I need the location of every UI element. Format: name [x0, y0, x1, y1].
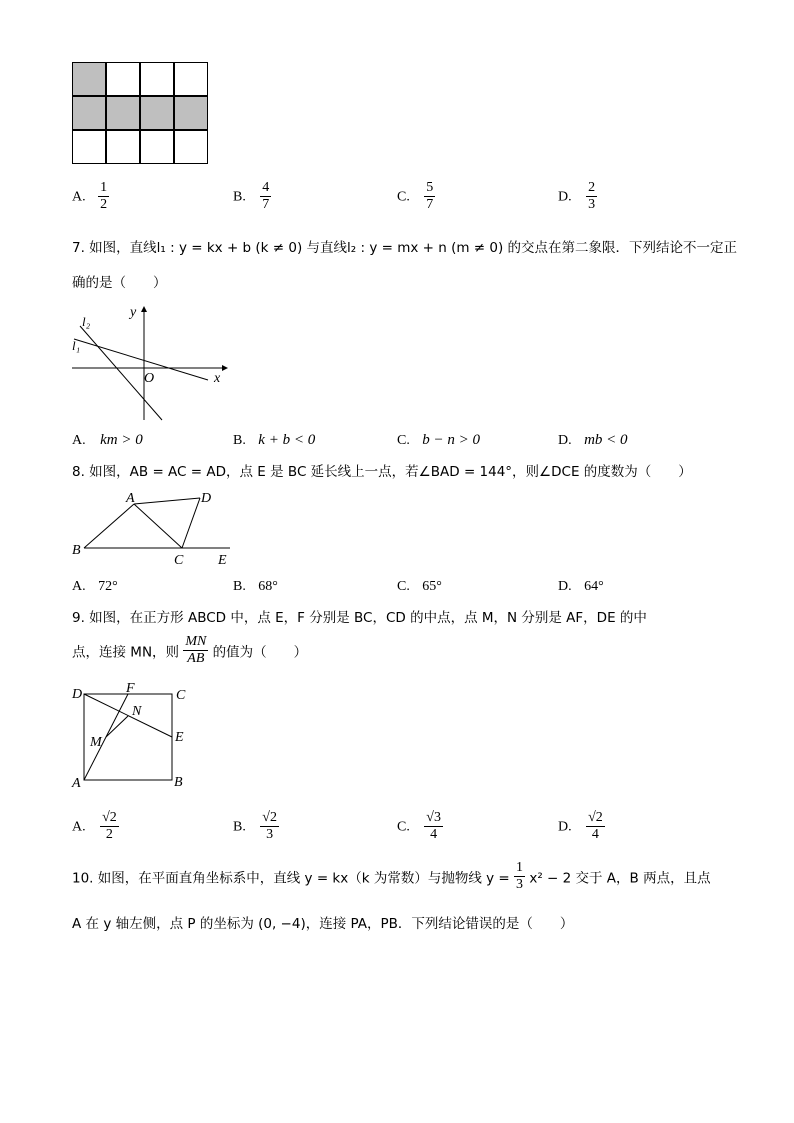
label-D: D	[72, 687, 83, 702]
q9-line2-pre: 点，连接 MN，则	[72, 644, 180, 661]
option-letter: C.	[397, 189, 410, 205]
segment-AC	[134, 504, 182, 548]
option-fraction: $\frac{1}{2}$	[100, 180, 108, 212]
option-letter: B.	[233, 819, 246, 835]
segment-MN	[106, 716, 128, 737]
option-letter: C.	[397, 579, 410, 594]
grid-cell	[140, 130, 174, 164]
option-letter: C.	[397, 433, 410, 448]
label-A: A	[126, 491, 135, 506]
option-letter: B.	[233, 579, 246, 594]
q7-option-c[interactable]	[397, 430, 480, 451]
segment-DE	[84, 694, 172, 737]
option-letter: D.	[558, 189, 572, 205]
option-letter: B.	[233, 189, 246, 205]
q9-figure	[66, 680, 196, 792]
option-text: k + b < 0	[258, 432, 316, 448]
q10-line1-pre: 10. 如图，在平面直角坐标系中，直线 y = kx（k 为常数）与抛物线 y =	[72, 870, 510, 887]
label-M: M	[90, 735, 102, 750]
option-letter: B.	[233, 433, 246, 448]
x-axis-arrow	[222, 365, 228, 371]
q8-option-b[interactable]	[233, 576, 278, 597]
segment-DC	[182, 498, 200, 548]
q7-stem-line2: 确的是（ ）	[72, 275, 167, 291]
label-l1: l₁	[72, 338, 81, 353]
label-D: D	[201, 491, 212, 506]
label-origin: O	[144, 371, 155, 386]
option-letter: A.	[72, 579, 86, 594]
label-x: x	[214, 371, 221, 386]
label-F: F	[126, 681, 135, 696]
grid-cell	[106, 62, 140, 96]
q8-option-c[interactable]	[397, 576, 442, 597]
option-text: 72°	[98, 579, 118, 594]
option-fraction: $\frac{√2}{4}$	[588, 810, 603, 842]
label-A: A	[72, 776, 81, 791]
q7-stem-line1: 7. 如图，直线l₁ : y = kx + b (k ≠ 0) 与直线l₂ : y = mx + n (m ≠ 0) 的交点在第二象限．下列结论不一定正	[72, 240, 738, 256]
option-fraction: $\frac{5}{7}$	[426, 180, 434, 212]
option-fraction: $\frac{√2}{2}$	[102, 810, 117, 842]
q10-stem-line2: A 在 y 轴左侧，点 P 的坐标为 (0, −4)，连接 PA，PB．下列结论错误的是（ ）	[72, 916, 574, 932]
label-y: y	[130, 305, 137, 320]
label-l2: l₂	[82, 314, 91, 329]
q9-option-a[interactable]	[72, 810, 119, 843]
q9-option-b[interactable]	[233, 810, 279, 843]
option-letter: A.	[72, 189, 86, 205]
q6-option-a[interactable]	[72, 180, 109, 213]
grid-cell	[72, 130, 106, 164]
q9-option-c[interactable]	[397, 810, 443, 843]
q6-grid-figure	[72, 62, 208, 164]
q7-figure	[66, 302, 236, 424]
label-B: B	[174, 775, 183, 790]
option-fraction: $\frac{2}{3}$	[588, 180, 596, 212]
q7-option-a[interactable]	[72, 430, 143, 451]
grid-cell	[140, 96, 174, 130]
q8-figure	[68, 486, 244, 570]
grid-cell	[106, 130, 140, 164]
option-text: 68°	[258, 579, 278, 594]
option-text: b − n > 0	[422, 432, 481, 448]
segment-AB	[84, 504, 134, 548]
label-B: B	[72, 543, 81, 558]
label-C: C	[174, 553, 184, 568]
option-letter: A.	[72, 433, 86, 448]
option-text: mb < 0	[584, 432, 628, 448]
q7-option-b[interactable]	[233, 430, 315, 451]
q6-option-d[interactable]	[558, 180, 597, 213]
q9-stem-line2	[72, 634, 307, 667]
option-fraction: $\frac{√3}{4}$	[426, 810, 441, 842]
q10-stem-line1	[72, 860, 711, 893]
option-letter: A.	[72, 819, 86, 835]
option-letter: C.	[397, 819, 410, 835]
grid-cell	[72, 96, 106, 130]
grid-cell	[174, 96, 208, 130]
q9-stem-line1: 9. 如图，在正方形 ABCD 中，点 E，F 分别是 BC，CD 的中点，点 M，N 分别是 AF，DE 的中	[72, 610, 647, 626]
q8-option-d[interactable]	[558, 576, 604, 597]
q10-coef-fraction: $\frac{1}{3}$	[516, 860, 524, 892]
grid-cell	[140, 62, 174, 96]
q9-ratio-fraction: $\frac{MN}{AB}$	[185, 634, 207, 666]
q7-option-d[interactable]	[558, 430, 628, 451]
grid-cell	[106, 96, 140, 130]
label-E: E	[175, 730, 184, 745]
q8-stem-line1: 8. 如图，AB = AC = AD，点 E 是 BC 延长线上一点，若∠BAD = 144°，则∠DCE 的度数为（ ）	[72, 464, 692, 480]
option-fraction: $\frac{√2}{3}$	[262, 810, 277, 842]
label-N: N	[132, 704, 142, 719]
grid-cell	[174, 62, 208, 96]
label-E: E	[218, 553, 227, 568]
grid-cell	[72, 62, 106, 96]
grid-cell	[174, 130, 208, 164]
q9-option-d[interactable]	[558, 810, 605, 843]
option-letter: D.	[558, 819, 572, 835]
q9-line2-post: 的值为（ ）	[212, 644, 308, 661]
q8-option-a[interactable]	[72, 576, 118, 597]
q6-option-c[interactable]	[397, 180, 435, 213]
option-text: 64°	[584, 579, 604, 594]
q6-option-b[interactable]	[233, 180, 271, 213]
option-letter: D.	[558, 579, 572, 594]
option-text: 65°	[422, 579, 442, 594]
option-letter: D.	[558, 433, 572, 448]
y-axis-arrow	[141, 306, 147, 312]
q10-line1-post: x² − 2 交于 A，B 两点，且点	[529, 870, 711, 887]
label-C: C	[176, 688, 186, 703]
segment-AD	[134, 498, 200, 504]
line-l1	[74, 339, 208, 380]
option-fraction: $\frac{4}{7}$	[262, 180, 270, 212]
option-text: km > 0	[100, 432, 143, 448]
